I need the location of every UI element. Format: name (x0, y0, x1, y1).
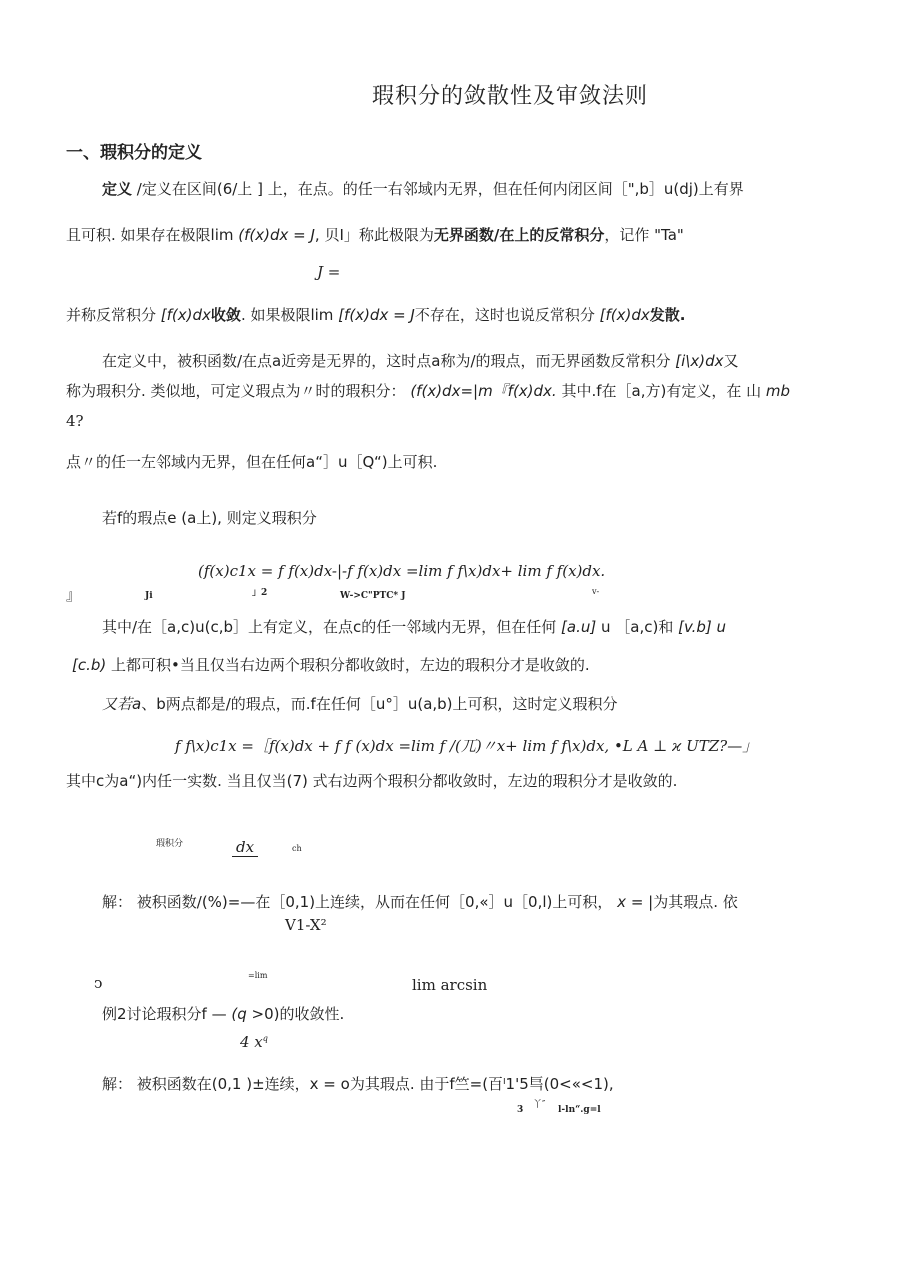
example-2-denominator (240, 1033, 268, 1051)
paragraph-2-line-1 (102, 352, 739, 370)
paragraph-6: 其中c为a“)内任一实数. 当且仅当(7) 式右边两个瑕积分都收敛时，左边的瑕积分才是收敛的. (66, 772, 678, 790)
page-title: 瑕积分的敛散性及审敛法则 (372, 84, 649, 109)
text-run: 其中.f在［a,方)有定义，在 山 (561, 382, 762, 400)
math-run: [i\x)dx (675, 352, 724, 370)
math-run: (f(x)dx=|m『f(x)dx. (410, 382, 557, 400)
definition-label: 定义 (102, 180, 133, 198)
text-run: 称为瑕积分. 类似地，可定义瑕点为〃时的瑕积分： (66, 382, 406, 400)
formula-1-subscript: W->C"PTC* J (340, 591, 406, 601)
text-run: 在定义中，被积函数/在点a近旁是无界的，这时点a称为/的瑕点，而无界函数反常积分 (102, 352, 671, 370)
math-run: [f(x)dx (160, 306, 211, 324)
text-run: 上都可积•当且仅当右边两个瑕积分都收敛时，左边的瑕积分才是收敛的. (111, 656, 590, 674)
example-1-note: ch (292, 844, 302, 853)
text-run: 不存在，这时也说反常积分 (414, 306, 595, 324)
text-run: 并称反常积分 (66, 306, 157, 324)
math-run: [v.b] u (678, 618, 727, 636)
text-run: 、b两点都是/的瑕点，而.f在任何［u°］u(a,b)上可积，这时定义瑕积分 (141, 695, 618, 713)
paragraph-2-line-4: 点〃的任一左邻域内无界，但在任何a“］u［Q“)上可积. (66, 453, 438, 471)
paragraph-2-line-3: 4? (66, 412, 84, 430)
text-run: 又 (723, 352, 739, 370)
text-run: 解： 被积函数/(%)=—在［0,1)上连续，从而在任何［0,«］u［0,l)上可积， (102, 893, 613, 911)
paragraph-5 (102, 695, 618, 713)
text-run: 为其瑕点. 依 (653, 893, 738, 911)
paragraph-2-line-2 (66, 382, 790, 400)
text-run: 且可积. 如果存在极限lim (66, 226, 234, 244)
example-1-label: 瑕积分 (156, 839, 184, 849)
formula-1-subscript: v- (592, 587, 600, 596)
paragraph-4-line-1 (102, 618, 726, 636)
definition-text: /定义在区间(6/上 ] 上，在点。的任一右邻域内无界，但在任何内闭区间［",b］u(dj)上有界 (136, 180, 744, 198)
example-1-solution (102, 893, 738, 911)
text-run: 其中/在［a,c)u(c,b］上有定义，在点c的任一邻域内无界，但在任何 (102, 618, 557, 636)
example-1-lim-arcsin: lim arcsin (412, 976, 488, 994)
section-heading: 一、瑕积分的定义 (66, 143, 202, 163)
example-2-subscript: 丫″ (533, 1100, 546, 1110)
text-run: , 贝I」称此极限为 (314, 226, 434, 244)
math-run: mb (765, 382, 791, 400)
text-run: . 如果极限lim (240, 306, 334, 324)
text-run: u ［a,c)和 (601, 618, 674, 636)
math-run: [f(x)dx = J (338, 306, 415, 324)
example-2-subscript: 3 (517, 1105, 524, 1115)
term-divergent: 发散. (649, 306, 686, 324)
definition-line-1 (102, 180, 744, 198)
math-run: [f(x)dx (599, 306, 650, 324)
definition-line-2 (66, 226, 684, 244)
example-2-solution: 解： 被积函数在(0,1 )±连续，x = o为其瑕点. 由于f竺=(百ˡ1'5巪(0<«<1), (102, 1075, 614, 1093)
math-run: [a.u] (561, 618, 597, 636)
formula-1-subscript: 」2 (252, 588, 268, 598)
example-2-subscript: l-ln“.g=l (558, 1105, 601, 1115)
example-1-denominator: V1-X² (285, 916, 327, 934)
definition-line-4 (66, 306, 685, 324)
formula-1-mark: 』 (66, 586, 82, 604)
text-run: 0)的收敛性. (264, 1005, 345, 1023)
math-run: 4 x (240, 1033, 263, 1051)
paragraph-4-line-2 (72, 656, 590, 674)
paragraph-3: 若f的瑕点e (a上), 则定义瑕积分 (102, 509, 317, 527)
math-run: (q > (231, 1005, 265, 1023)
example-1-lim-small: =lim (248, 971, 268, 980)
text-run: ，记作 "Ta" (604, 226, 684, 244)
term-improper-integral: 无界函数/在上的反常积分 (433, 226, 605, 244)
math-run: x = | (617, 893, 654, 911)
text-run: 例2讨论瑕积分f — (102, 1005, 227, 1023)
example-2-statement (102, 1005, 344, 1023)
math-run: 又若a (102, 695, 142, 713)
definition-line-3: J = (317, 263, 341, 281)
math-run: (f(x)dx = J (238, 226, 315, 244)
math-run: [c.b) (72, 656, 107, 674)
formula-2: f f\x)c1x =［f(x)dx + f f (x)dx =lim f /(兀)〃x+ lim f f\x)dx, •L A ⊥ ϰ UTZ?—」 (175, 737, 758, 755)
exponent: q (262, 1034, 268, 1043)
example-1-dx: dx (232, 838, 258, 857)
formula-1: (f(x)c1x = f f(x)dx-|-f f(x)dx =lim f f\x)dx+ lim f f(x)dx. (198, 562, 606, 580)
example-1-mark: ͻ (94, 974, 103, 992)
formula-1-subscript: Ji (145, 591, 153, 601)
term-convergent: 收敛 (210, 306, 241, 324)
